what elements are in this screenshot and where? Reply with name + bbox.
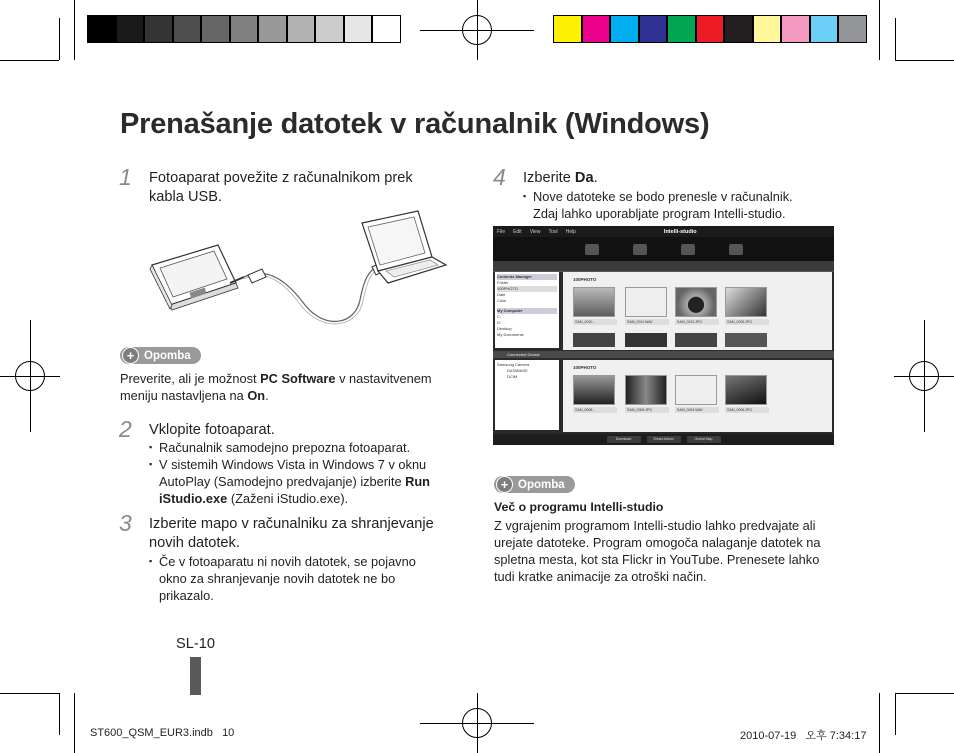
step-2-bullets	[149, 439, 449, 507]
color-swatch	[610, 15, 639, 43]
step-3-bullets	[149, 553, 439, 604]
note-2-text: Z vgrajenim programom Intelli-studio lahko predvajate ali urejate datoteke. Program omogoča nalaganje datotek na spletna mesta, kot sta Flickr in YouTube. Prenesete lahko tudi kratke animacije za otroški način.	[494, 518, 821, 584]
share-icon	[729, 244, 743, 255]
photo-thumbnail	[675, 287, 717, 317]
color-swatch	[753, 15, 782, 43]
step-number-1: 1	[119, 164, 132, 190]
step-3-text: Izberite mapo v računalniku za shranjevanje novih datotek.	[149, 516, 434, 551]
color-swatch	[144, 15, 173, 43]
step-2-text: Vklopite fotoaparat.	[149, 422, 275, 438]
camera-icon	[150, 245, 244, 310]
folder-tree-top: Contents Manager Folder 100PHOTO Date Color My Computer C: D: Desktop My Documents	[495, 272, 559, 348]
list-item: ▪ Računalnik samodejno prepozna fotoaparat.	[149, 439, 449, 456]
note-1-text: Preverite, ali je možnost PC Software v nastavitvenem meniju nastavljena na On.	[120, 371, 432, 403]
audio-thumbnail	[675, 375, 717, 405]
color-swatch	[287, 15, 316, 43]
photo-thumbnail	[573, 287, 615, 317]
page-tab-marker	[190, 657, 201, 695]
color-swatch	[724, 15, 753, 43]
audio-thumbnail	[625, 287, 667, 317]
color-swatch	[372, 15, 401, 43]
page-title: Prenašanje datotek v računalnik (Windows)	[120, 108, 710, 140]
footer-date-slug: 2010-07-19 오후 7:34:17	[740, 730, 867, 742]
color-swatch	[582, 15, 611, 43]
photo-thumbnail	[625, 375, 667, 405]
color-swatch	[173, 15, 202, 43]
step-number-4: 4	[493, 164, 506, 190]
footer-file-slug: ST600_QSM_EUR3.indb 10	[90, 727, 235, 739]
intelli-studio-screenshot	[493, 226, 834, 445]
photo-thumbnail	[725, 287, 767, 317]
note-label: Opomba	[518, 478, 565, 491]
color-swatch	[258, 15, 287, 43]
note-badge	[494, 476, 575, 493]
color-swatch	[781, 15, 810, 43]
list-item: ▪ Nove datoteke se bodo prenesle v računalnik. Zdaj lahko uporabljate program Intelli-studio.	[523, 188, 813, 222]
step-4-bullets	[523, 188, 813, 222]
color-swatch	[315, 15, 344, 43]
photo-thumbnail	[573, 375, 615, 405]
page-number: SL-10	[176, 636, 215, 652]
plus-icon: +	[496, 476, 513, 493]
step-number-3: 3	[119, 510, 132, 536]
color-swatch	[810, 15, 839, 43]
color-swatch	[696, 15, 725, 43]
thumbnail-panel-bottom: 100PHOTO SAM_0008... SAM_0005.JPG SAM_0024.WAV SAM_0006.JPG	[563, 360, 832, 432]
camera-laptop-usb-illustration	[140, 205, 460, 335]
note-2-heading: Več o programu Intelli-studio	[494, 500, 664, 514]
folder-tree-bottom: Samsung Camera DATABASE DCIM	[495, 360, 559, 430]
color-swatch	[230, 15, 259, 43]
note-label: Opomba	[144, 349, 191, 362]
step-number-2: 2	[119, 416, 132, 442]
app-toolbar	[493, 261, 834, 272]
color-swatch	[639, 15, 668, 43]
app-menubar: File Edit View Tool Help Intelli-studio	[493, 226, 834, 237]
photo-thumbnail	[725, 375, 767, 405]
list-item: ▪ V sistemih Windows Vista in Windows 7 v oknu AutoPlay (Samodejno predvajanje) izberite Run iStudio.exe (Zaženi iStudio.exe).	[149, 456, 449, 507]
note-badge	[120, 347, 201, 364]
plus-icon: +	[122, 347, 139, 364]
color-swatch	[87, 15, 116, 43]
color-swatch	[553, 15, 582, 43]
step-1-text: Fotoaparat povežite z računalnikom prek kabla USB.	[149, 170, 413, 205]
connected-device-bar: Connected Device	[493, 351, 834, 358]
color-swatch	[838, 15, 867, 43]
color-swatch	[344, 15, 373, 43]
thumbnail-panel-top: 100PHOTO SAM_0010... SAM_0011.WAV SAM_0012.JPG SAM_0026.JPG	[563, 272, 832, 350]
color-swatch	[667, 15, 696, 43]
photo-edit-icon	[633, 244, 647, 255]
color-swatch	[116, 15, 145, 43]
app-top-navigation	[493, 237, 834, 261]
movie-edit-icon	[681, 244, 695, 255]
list-item: ▪ Če v fotoaparatu ni novih datotek, se pojavno okno za shranjevanje novih datotek ne bo prikazalo.	[149, 553, 439, 604]
library-icon	[585, 244, 599, 255]
app-bottom-bar: Download Smart Album Global Map	[493, 434, 834, 445]
color-swatch	[201, 15, 230, 43]
step-4-text: Izberite Da.	[523, 170, 598, 186]
